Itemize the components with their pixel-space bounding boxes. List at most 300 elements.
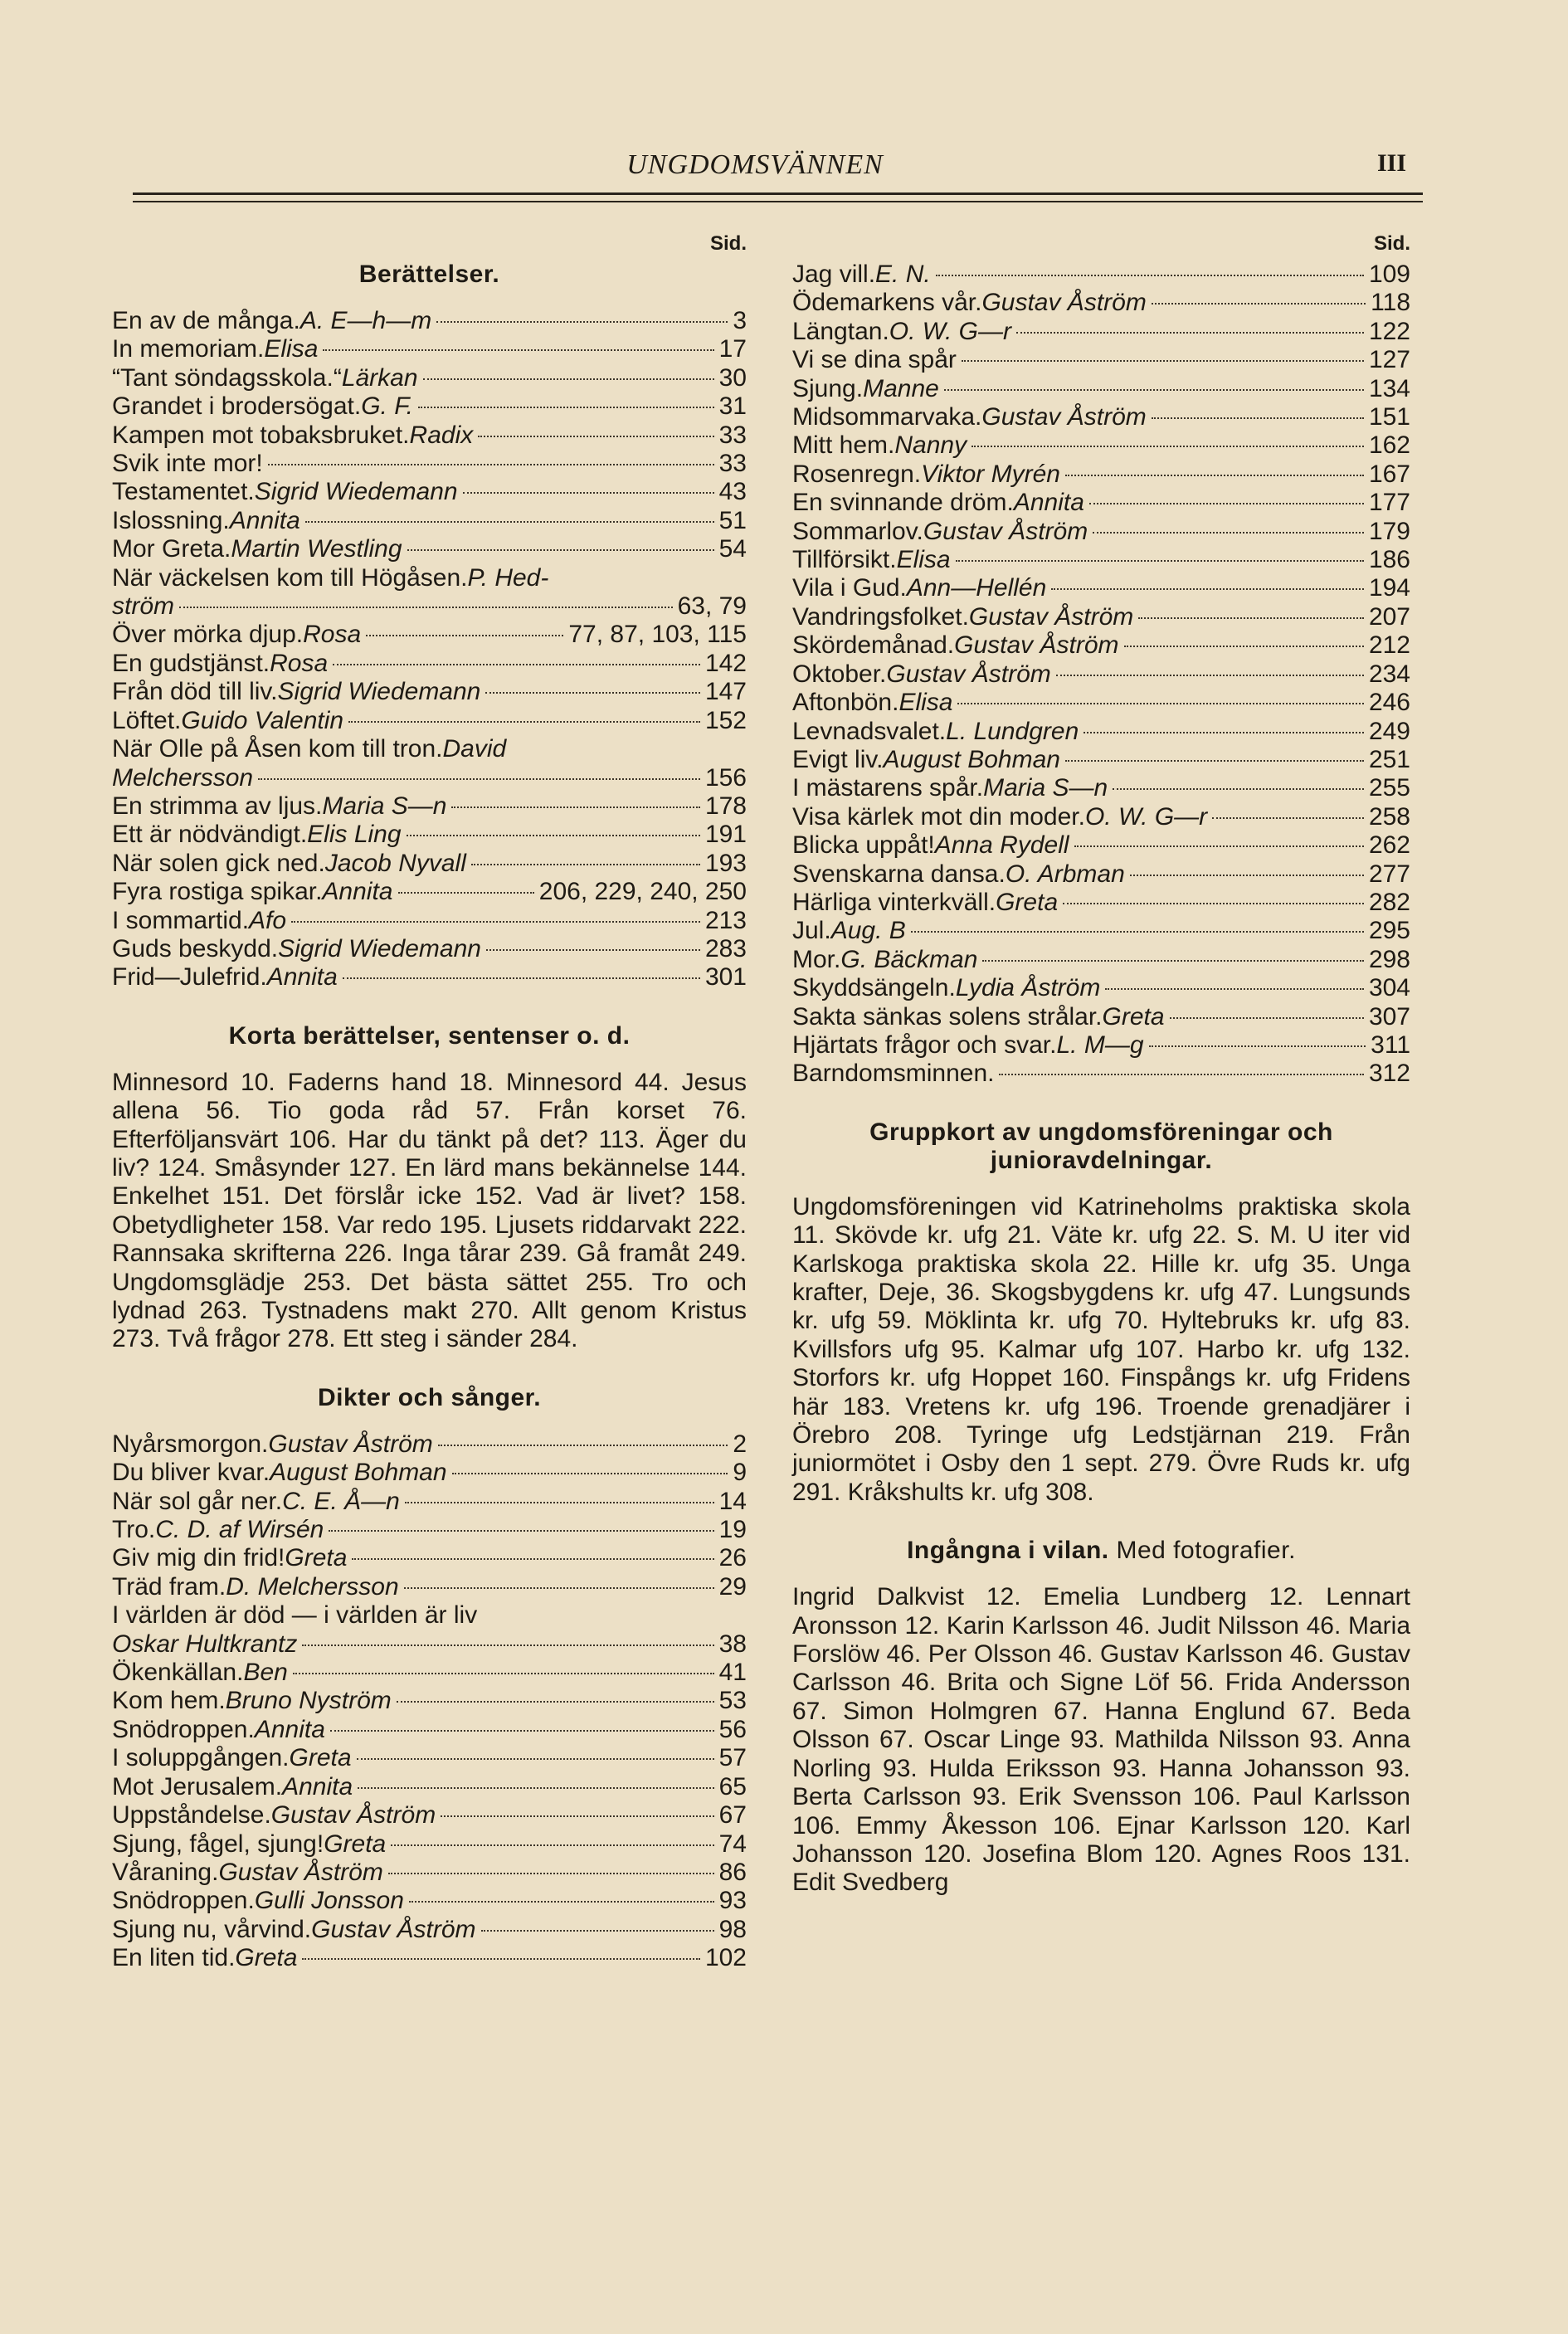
- entry-author: Greta: [324, 1830, 387, 1858]
- sid-label: Sid.: [709, 232, 747, 255]
- dot-leader: [352, 1558, 713, 1560]
- entry-page: 41: [718, 1659, 747, 1687]
- entry-author: P. Hed-: [467, 563, 549, 592]
- dot-leader: [911, 931, 1364, 933]
- entry-author: Gustav Åström: [954, 631, 1119, 660]
- entry-page: 56: [718, 1715, 747, 1743]
- dot-leader: [293, 1673, 714, 1674]
- toc-entry: [792, 603, 1410, 631]
- entry-author: Gulli Jonsson: [254, 1887, 404, 1915]
- entry-author: Nanny: [894, 431, 967, 460]
- toc-entry: [112, 764, 747, 792]
- entry-author: Ann—Hellén: [906, 574, 1047, 602]
- dot-leader: [423, 378, 714, 380]
- entry-author: Gustav Åström: [981, 289, 1147, 317]
- entry-page: 304: [1368, 974, 1410, 1002]
- entry-title: I mästarens spår.: [792, 774, 984, 802]
- entry-page: 147: [704, 678, 747, 706]
- dot-leader: [1074, 845, 1364, 847]
- entry-title: I soluppgången.: [112, 1744, 290, 1772]
- dot-leader: [348, 721, 700, 723]
- entry-title: Skyddsängeln.: [792, 974, 956, 1002]
- toc-entry: [112, 792, 747, 821]
- korta-paragraph: Minnesord 10. Faderns hand 18. Minnesord 44. Jesus allena 56. Tio goda råd 57. Från korset 76. Efterföljansvärt 106. Har du tänkt på det? 113. Äger du liv? 124. Småsynder 127. En lärd mans bekännelse 144. Enkelhet 151. Det förslår icke 152. Vad är livet? 158. Obetydligheter 158. Var redo 195. Ljusets riddarvakt 222. Rannsaka skrifterna 226. Inga tårar 239. Gå framåt 249. Ungdomsglädje 253. Det bästa sättet 255. Tro och lydnad 263. Tystnadens makt 270. Allt genom Kristus 273. Två frågor 278. Ett steg i sänder 284.: [112, 1068, 747, 1353]
- dot-leader: [436, 321, 728, 323]
- toc-entry: [792, 860, 1410, 889]
- entry-title: Islossning.: [112, 506, 230, 534]
- toc-entry: [792, 318, 1410, 346]
- dot-leader: [357, 1758, 714, 1760]
- ingangna-title: Ingångna i vilan.: [907, 1537, 1109, 1565]
- section-title-ingangna: [792, 1537, 1410, 1565]
- entry-page: 109: [1368, 261, 1410, 288]
- entry-page: 38: [718, 1630, 747, 1658]
- dot-leader: [1170, 1017, 1364, 1019]
- toc-entry: [112, 1430, 747, 1459]
- entry-title: Blicka uppåt!: [792, 831, 935, 860]
- toc-entry: [112, 935, 747, 963]
- entry-page: 9: [733, 1459, 747, 1487]
- entry-author: Gustav Åström: [311, 1915, 476, 1943]
- entry-page: 282: [1368, 888, 1410, 916]
- entry-title: En gudstjänst.: [112, 649, 270, 677]
- entry-author: Maria S—n: [983, 774, 1108, 802]
- entry-page: 19: [718, 1516, 747, 1544]
- entry-title: Svik inte mor!: [112, 450, 263, 478]
- dot-leader: [302, 1958, 699, 1960]
- toc-entry: [112, 1601, 747, 1630]
- entry-author: Maria S—n: [322, 792, 447, 820]
- dot-leader: [1152, 417, 1364, 419]
- entry-page: 206, 229, 240, 250: [538, 878, 747, 906]
- entry-title: Vi se dina spår: [792, 346, 957, 374]
- toc-entry: [792, 375, 1410, 403]
- dot-leader: [343, 977, 700, 979]
- entry-title: Mor.: [792, 945, 841, 973]
- dot-leader: [1124, 646, 1364, 647]
- dot-leader: [409, 1901, 714, 1903]
- entry-title: Sjung.: [792, 374, 864, 402]
- toc-entry: [112, 1630, 747, 1659]
- entry-author: Annita: [1013, 489, 1084, 517]
- entry-page: 17: [718, 335, 747, 363]
- entry-page: 246: [1368, 689, 1410, 717]
- entry-page: 193: [704, 849, 747, 877]
- entry-page: 213: [704, 906, 747, 934]
- ingangna-subtitle: Med fotografier.: [1116, 1537, 1296, 1565]
- entry-author: Bruno Nyström: [225, 1687, 392, 1715]
- dot-leader: [1105, 988, 1364, 990]
- dot-leader: [358, 1787, 713, 1789]
- toc-entry: [112, 1459, 747, 1487]
- entry-title: Oktober.: [792, 660, 887, 688]
- toc-entry: [112, 564, 747, 592]
- entry-author: David: [442, 735, 507, 763]
- entry-title: Sakta sänkas solens strålar.: [792, 1002, 1103, 1031]
- toc-entry: [112, 1830, 747, 1859]
- entry-title: En svinnande dröm.: [792, 489, 1014, 517]
- dot-leader: [407, 835, 700, 836]
- entry-author: C. D. af Wirsén: [155, 1516, 324, 1544]
- entry-author: Annita: [266, 963, 338, 992]
- dot-leader: [1065, 760, 1364, 762]
- entry-author: Oskar Hultkrantz: [112, 1630, 298, 1658]
- entry-title: Ödemarkens vår.: [792, 289, 982, 317]
- entry-title: Uppståndelse.: [112, 1801, 271, 1830]
- dot-leader: [323, 349, 713, 351]
- entry-title: Aftonbön.: [792, 689, 899, 717]
- entry-title: Giv mig din frid!: [112, 1544, 285, 1572]
- entry-title: Från död till liv.: [112, 678, 278, 706]
- entry-page: 167: [1368, 460, 1410, 488]
- toc-entry: [792, 917, 1410, 945]
- entry-page: 51: [718, 506, 747, 534]
- entry-author: Jacob Nyvall: [324, 849, 466, 877]
- toc-entry: [792, 1031, 1410, 1060]
- entry-title: Vila i Gud.: [792, 574, 907, 602]
- toc-entry: [112, 507, 747, 535]
- toc-entry: [112, 1659, 747, 1687]
- entry-title: En liten tid.: [112, 1944, 236, 1972]
- entry-title: Snödroppen.: [112, 1715, 255, 1743]
- header-rule-thin: [133, 201, 1423, 202]
- entry-author: Rosa: [270, 649, 329, 677]
- toc-entry: [112, 1916, 747, 1944]
- entry-author: Martin Westling: [231, 535, 402, 563]
- toc-entry: [792, 346, 1410, 374]
- dot-leader: [388, 1873, 714, 1874]
- entry-title: Grandet i brodersögat.: [112, 392, 362, 421]
- toc-entry: [792, 774, 1410, 802]
- entry-author: August Bohman: [883, 745, 1060, 773]
- entry-title: En av de många.: [112, 307, 300, 334]
- toc-entry: [112, 1744, 747, 1772]
- toc-entry: [792, 689, 1410, 717]
- entry-author: Aug. B: [830, 917, 906, 945]
- toc-entry: [792, 261, 1410, 289]
- sid-label: Sid.: [1373, 232, 1410, 255]
- dot-leader: [1051, 588, 1364, 590]
- toc-entry: [112, 907, 747, 935]
- entry-author: G. F.: [361, 392, 413, 421]
- dot-leader: [999, 1074, 1363, 1075]
- entry-author: Viktor Myrén: [921, 460, 1060, 488]
- entry-title: Svenskarna dansa.: [792, 860, 1006, 888]
- entry-page: 142: [704, 649, 747, 677]
- dot-leader: [391, 1844, 713, 1846]
- page-number: III: [1377, 149, 1407, 177]
- entry-title: Kampen mot tobaksbruket.: [112, 421, 410, 449]
- entry-author: O. W. G—r: [1084, 802, 1208, 831]
- entry-page: 127: [1368, 346, 1410, 374]
- section-title-dikter: Dikter och sånger.: [317, 1383, 542, 1411]
- entry-author: Gustav Åström: [968, 602, 1134, 631]
- dot-leader: [258, 778, 700, 780]
- entry-title: Träd fram.: [112, 1572, 226, 1601]
- right-entries-list: [792, 261, 1410, 1089]
- entry-author: Anna Rydell: [934, 831, 1069, 860]
- dot-leader: [179, 607, 673, 608]
- dot-leader: [451, 806, 700, 808]
- entry-title: I världen är död — i världen är liv: [112, 1601, 478, 1630]
- toc-entry: [792, 1003, 1410, 1031]
- entry-author: Lärkan: [341, 363, 418, 392]
- toc-entry: [112, 592, 747, 621]
- toc-entry: [112, 963, 747, 992]
- dot-leader: [305, 521, 714, 523]
- toc-entry: [792, 546, 1410, 574]
- dot-leader: [441, 1815, 713, 1817]
- entry-page: 156: [704, 763, 747, 792]
- entry-author: Annita: [322, 878, 393, 906]
- toc-entry: [792, 489, 1410, 517]
- dot-leader: [333, 664, 700, 665]
- dot-leader: [398, 892, 534, 894]
- entry-title: Sommarlov.: [792, 517, 923, 545]
- entry-title: När sol går ner.: [112, 1487, 283, 1515]
- entry-title: Kom hem.: [112, 1687, 226, 1715]
- entry-author: Guido Valentin: [181, 706, 344, 734]
- entry-page: 77, 87, 103, 115: [568, 621, 747, 649]
- entry-title: Skördemånad.: [792, 631, 955, 660]
- entry-author: Ben: [243, 1659, 288, 1687]
- entry-author: Sigrid Wiedemann: [254, 478, 458, 506]
- dot-leader: [452, 1473, 728, 1474]
- entry-author: L. Lundgren: [946, 717, 1079, 745]
- toc-entry: [112, 421, 747, 450]
- toc-entry: [112, 1801, 747, 1830]
- entry-page: 14: [718, 1487, 747, 1515]
- dot-leader: [962, 360, 1364, 362]
- entry-title: I sommartid.: [112, 906, 250, 934]
- toc-entry: [112, 1687, 747, 1715]
- entry-page: 67: [718, 1801, 747, 1830]
- toc-entry: [112, 1773, 747, 1801]
- toc-entry: [792, 574, 1410, 602]
- entry-title: Hjärtats frågor och svar.: [792, 1031, 1057, 1059]
- entry-author: August Bohman: [270, 1459, 447, 1487]
- dot-leader: [1138, 617, 1364, 619]
- entry-page: 29: [718, 1572, 747, 1601]
- entry-page: 194: [1368, 574, 1410, 602]
- toc-entry: [112, 707, 747, 735]
- dot-leader: [1083, 732, 1364, 733]
- toc-entry: [112, 821, 747, 849]
- dot-leader: [405, 1502, 714, 1503]
- section-title-gruppkort: Gruppkort av ungdomsföreningar och junioravdelningar.: [869, 1118, 1333, 1174]
- entry-title: Testamentet.: [112, 478, 255, 506]
- entry-author: Elisa: [264, 335, 319, 363]
- entry-author: Sigrid Wiedemann: [278, 934, 481, 962]
- toc-entry: [112, 1544, 747, 1572]
- entry-page: 191: [704, 821, 747, 849]
- entry-page: 86: [718, 1858, 747, 1886]
- entry-title: Mot Jerusalem.: [112, 1772, 283, 1800]
- toc-entry: [792, 889, 1410, 917]
- entry-author: Manne: [863, 374, 939, 402]
- entry-author: Gustav Åström: [886, 660, 1051, 688]
- toc-entry: [792, 460, 1410, 489]
- entry-author: C. E. Å—n: [282, 1487, 400, 1515]
- running-header-title: UNGDOMSVÄNNEN: [626, 149, 884, 180]
- toc-entry: [792, 631, 1410, 660]
- entry-title: Guds beskydd.: [112, 934, 279, 962]
- entry-author: Lydia Åström: [955, 974, 1101, 1002]
- section-title-korta: Korta berättelser, sentenser o. d.: [228, 1021, 631, 1050]
- entry-author: Elis Ling: [307, 821, 402, 849]
- entry-title: Du bliver kvar.: [112, 1459, 270, 1487]
- entry-author: Rosa: [303, 621, 362, 649]
- dot-leader: [291, 921, 700, 923]
- toc-entry: [112, 307, 747, 335]
- entry-title: Mitt hem.: [792, 431, 895, 460]
- entry-page: 307: [1368, 1002, 1410, 1031]
- toc-entry: [792, 289, 1410, 317]
- dot-leader: [404, 1587, 714, 1589]
- entry-title: “Tant söndagsskola.“: [112, 363, 342, 392]
- header-rule: [133, 192, 1423, 195]
- toc-entry: [112, 364, 747, 392]
- dot-leader: [944, 389, 1364, 391]
- entry-page: 57: [718, 1744, 747, 1772]
- dot-leader: [982, 960, 1364, 962]
- entry-page: 178: [704, 792, 747, 820]
- entry-author: Melchersson: [112, 763, 254, 792]
- toc-entry: [112, 1488, 747, 1516]
- dot-leader: [956, 560, 1364, 562]
- entry-author: Gustav Åström: [923, 517, 1088, 545]
- entry-author: Afo: [249, 906, 287, 934]
- dot-leader: [302, 1645, 713, 1646]
- entry-author: L. M—g: [1056, 1031, 1144, 1059]
- entry-title: Sjung nu, vårvind.: [112, 1915, 312, 1943]
- dot-leader: [330, 1730, 714, 1732]
- toc-entry: [792, 831, 1410, 860]
- entry-title: Löftet.: [112, 706, 182, 734]
- entry-title: Frid—Julefrid.: [112, 963, 267, 992]
- entry-page: 277: [1368, 860, 1410, 888]
- entry-title: Nyårsmorgon.: [112, 1430, 269, 1458]
- dot-leader: [957, 703, 1363, 704]
- toc-entry: [112, 478, 747, 506]
- toc-entry: [112, 535, 747, 563]
- gruppkort-paragraph: Ungdomsföreningen vid Katrineholms praktiska skola 11. Skövde kr. ufg 21. Väte kr. ufg 22. S. M. U iter vid Karlskoga praktiska skola 22. Hille kr. ufg 35. Unga krafter, Deje, 36. Skogsbygdens kr. ufg 47. Lungsunds kr. ufg 59. Möklinta kr. ufg 70. Hyltebruks kr. ufg 83. Kvillsfors ufg 95. Kalmar ufg 107. Harbo kr. ufg 132. Storfors kr. ufg Hoppet 160. Finspångs kr. ufg Fridens här 183. Vretens kr. ufg 196. Troende grenadjärer i Örebro 208. Tyringe ufg Ledstjärnan 219. Från juniormötet i Osby den 1 sept. 279. Övre Ruds kr. ufg 291. Kråkshults kr. ufg 308.: [792, 1192, 1410, 1506]
- entry-page: 186: [1368, 546, 1410, 574]
- entry-title: Ett är nödvändigt.: [112, 821, 308, 849]
- entry-title: Härliga vinterkväll.: [792, 888, 996, 916]
- toc-entry: [112, 335, 747, 363]
- entry-title: Rosenregn.: [792, 460, 922, 488]
- dot-leader: [1056, 675, 1364, 676]
- toc-entry: [112, 735, 747, 763]
- ingangna-paragraph: Ingrid Dalkvist 12. Emelia Lundberg 12. Lennart Aronsson 12. Karin Karlsson 46. Judit Nilsson 46. Maria Forslöw 46. Per Olsson 46. Gustav Karlsson 46. Gustav Carlsson 46. Brita och Signe Löf 56. Frida Andersson 67. Simon Holmgren 67. Hanna Englund 67. Beda Olsson 67. Oscar Linge 93. Mathilda Nilsson 93. Anna Norling 93. Hulda Eriksson 93. Hanna Johansson 93. Berta Carlsson 93. Erik Svensson 106. Paul Karlsson 106. Emmy Åkesson 106. Ejnar Karlsson 120. Karl Johansson 120. Josefina Blom 120. Agnes Roos 131. Edit Svedberg: [792, 1583, 1410, 1897]
- entry-title: Visa kärlek mot din moder.: [792, 802, 1085, 831]
- entry-author: Greta: [1102, 1002, 1165, 1031]
- entry-page: 26: [718, 1544, 747, 1572]
- berattelser-list: [112, 307, 747, 992]
- entry-page: 134: [1368, 374, 1410, 402]
- section-title-berattelser: Berättelser.: [358, 261, 500, 288]
- entry-author: Gustav Åström: [218, 1858, 383, 1886]
- entry-title: Över mörka djup.: [112, 621, 304, 649]
- dot-leader: [268, 464, 714, 465]
- entry-author: Annita: [254, 1715, 325, 1743]
- dot-leader: [1016, 332, 1364, 334]
- dot-leader: [1089, 503, 1364, 504]
- toc-entry: [792, 803, 1410, 831]
- toc-entry: [112, 1944, 747, 1972]
- entry-title: När väckelsen kom till Högåsen.: [112, 563, 468, 592]
- dot-leader: [486, 949, 700, 951]
- dot-leader: [936, 275, 1364, 276]
- entry-author: A. E—h—m: [299, 307, 432, 334]
- toc-entry: [792, 974, 1410, 1002]
- entry-author: O. W. G—r: [889, 317, 1011, 345]
- entry-title: Barndomsminnen.: [792, 1060, 995, 1088]
- entry-page: 301: [704, 963, 747, 992]
- entry-author: Annita: [229, 506, 300, 534]
- entry-page: 53: [718, 1687, 747, 1715]
- entry-title: När solen gick ned.: [112, 849, 325, 877]
- entry-title: Vandringsfolket.: [792, 602, 969, 631]
- entry-title: När Olle på Åsen kom till tron.: [112, 735, 443, 763]
- toc-entry: [112, 621, 747, 649]
- dot-leader: [366, 635, 563, 636]
- entry-page: 33: [718, 421, 747, 449]
- entry-page: 65: [718, 1772, 747, 1800]
- entry-page: 312: [1368, 1060, 1410, 1088]
- entry-page: 43: [718, 478, 747, 506]
- entry-title: Tro.: [112, 1516, 156, 1544]
- entry-title: Jul.: [792, 917, 831, 945]
- entry-author: Annita: [282, 1772, 353, 1800]
- entry-title: Fyra rostiga spikar.: [112, 878, 323, 906]
- toc-entry: [112, 1573, 747, 1601]
- entry-title: Snödroppen.: [112, 1887, 255, 1915]
- entry-author: Greta: [235, 1944, 298, 1972]
- entry-page: 179: [1368, 517, 1410, 545]
- entry-author: D. Melchersson: [226, 1572, 399, 1601]
- dot-leader: [438, 1445, 728, 1446]
- toc-entry: [112, 1887, 747, 1915]
- toc-entry: [112, 1859, 747, 1887]
- entry-author: E. N.: [875, 261, 931, 288]
- toc-entry: [112, 392, 747, 421]
- entry-page: 311: [1371, 1031, 1410, 1059]
- dot-leader: [1149, 1045, 1366, 1047]
- entry-title: Ökenkällan.: [112, 1659, 244, 1687]
- entry-page: 122: [1368, 317, 1410, 345]
- entry-author: ström: [112, 592, 174, 621]
- entry-page: 258: [1368, 802, 1410, 831]
- entry-title: Levnadsvalet.: [792, 717, 947, 745]
- entry-title: Jag vill.: [792, 261, 876, 288]
- entry-page: 283: [704, 934, 747, 962]
- dot-leader: [1130, 875, 1364, 876]
- toc-entry: [112, 1716, 747, 1744]
- dot-leader: [485, 692, 700, 694]
- entry-author: Greta: [285, 1544, 348, 1572]
- entry-page: 234: [1368, 660, 1410, 688]
- dot-leader: [481, 1930, 714, 1932]
- dot-leader: [1065, 475, 1364, 476]
- entry-title: En strimma av ljus.: [112, 792, 323, 820]
- toc-entry: [112, 450, 747, 478]
- toc-entry: [112, 878, 747, 906]
- toc-entry: [792, 403, 1410, 431]
- entry-page: 207: [1368, 602, 1410, 631]
- entry-page: 54: [718, 535, 747, 563]
